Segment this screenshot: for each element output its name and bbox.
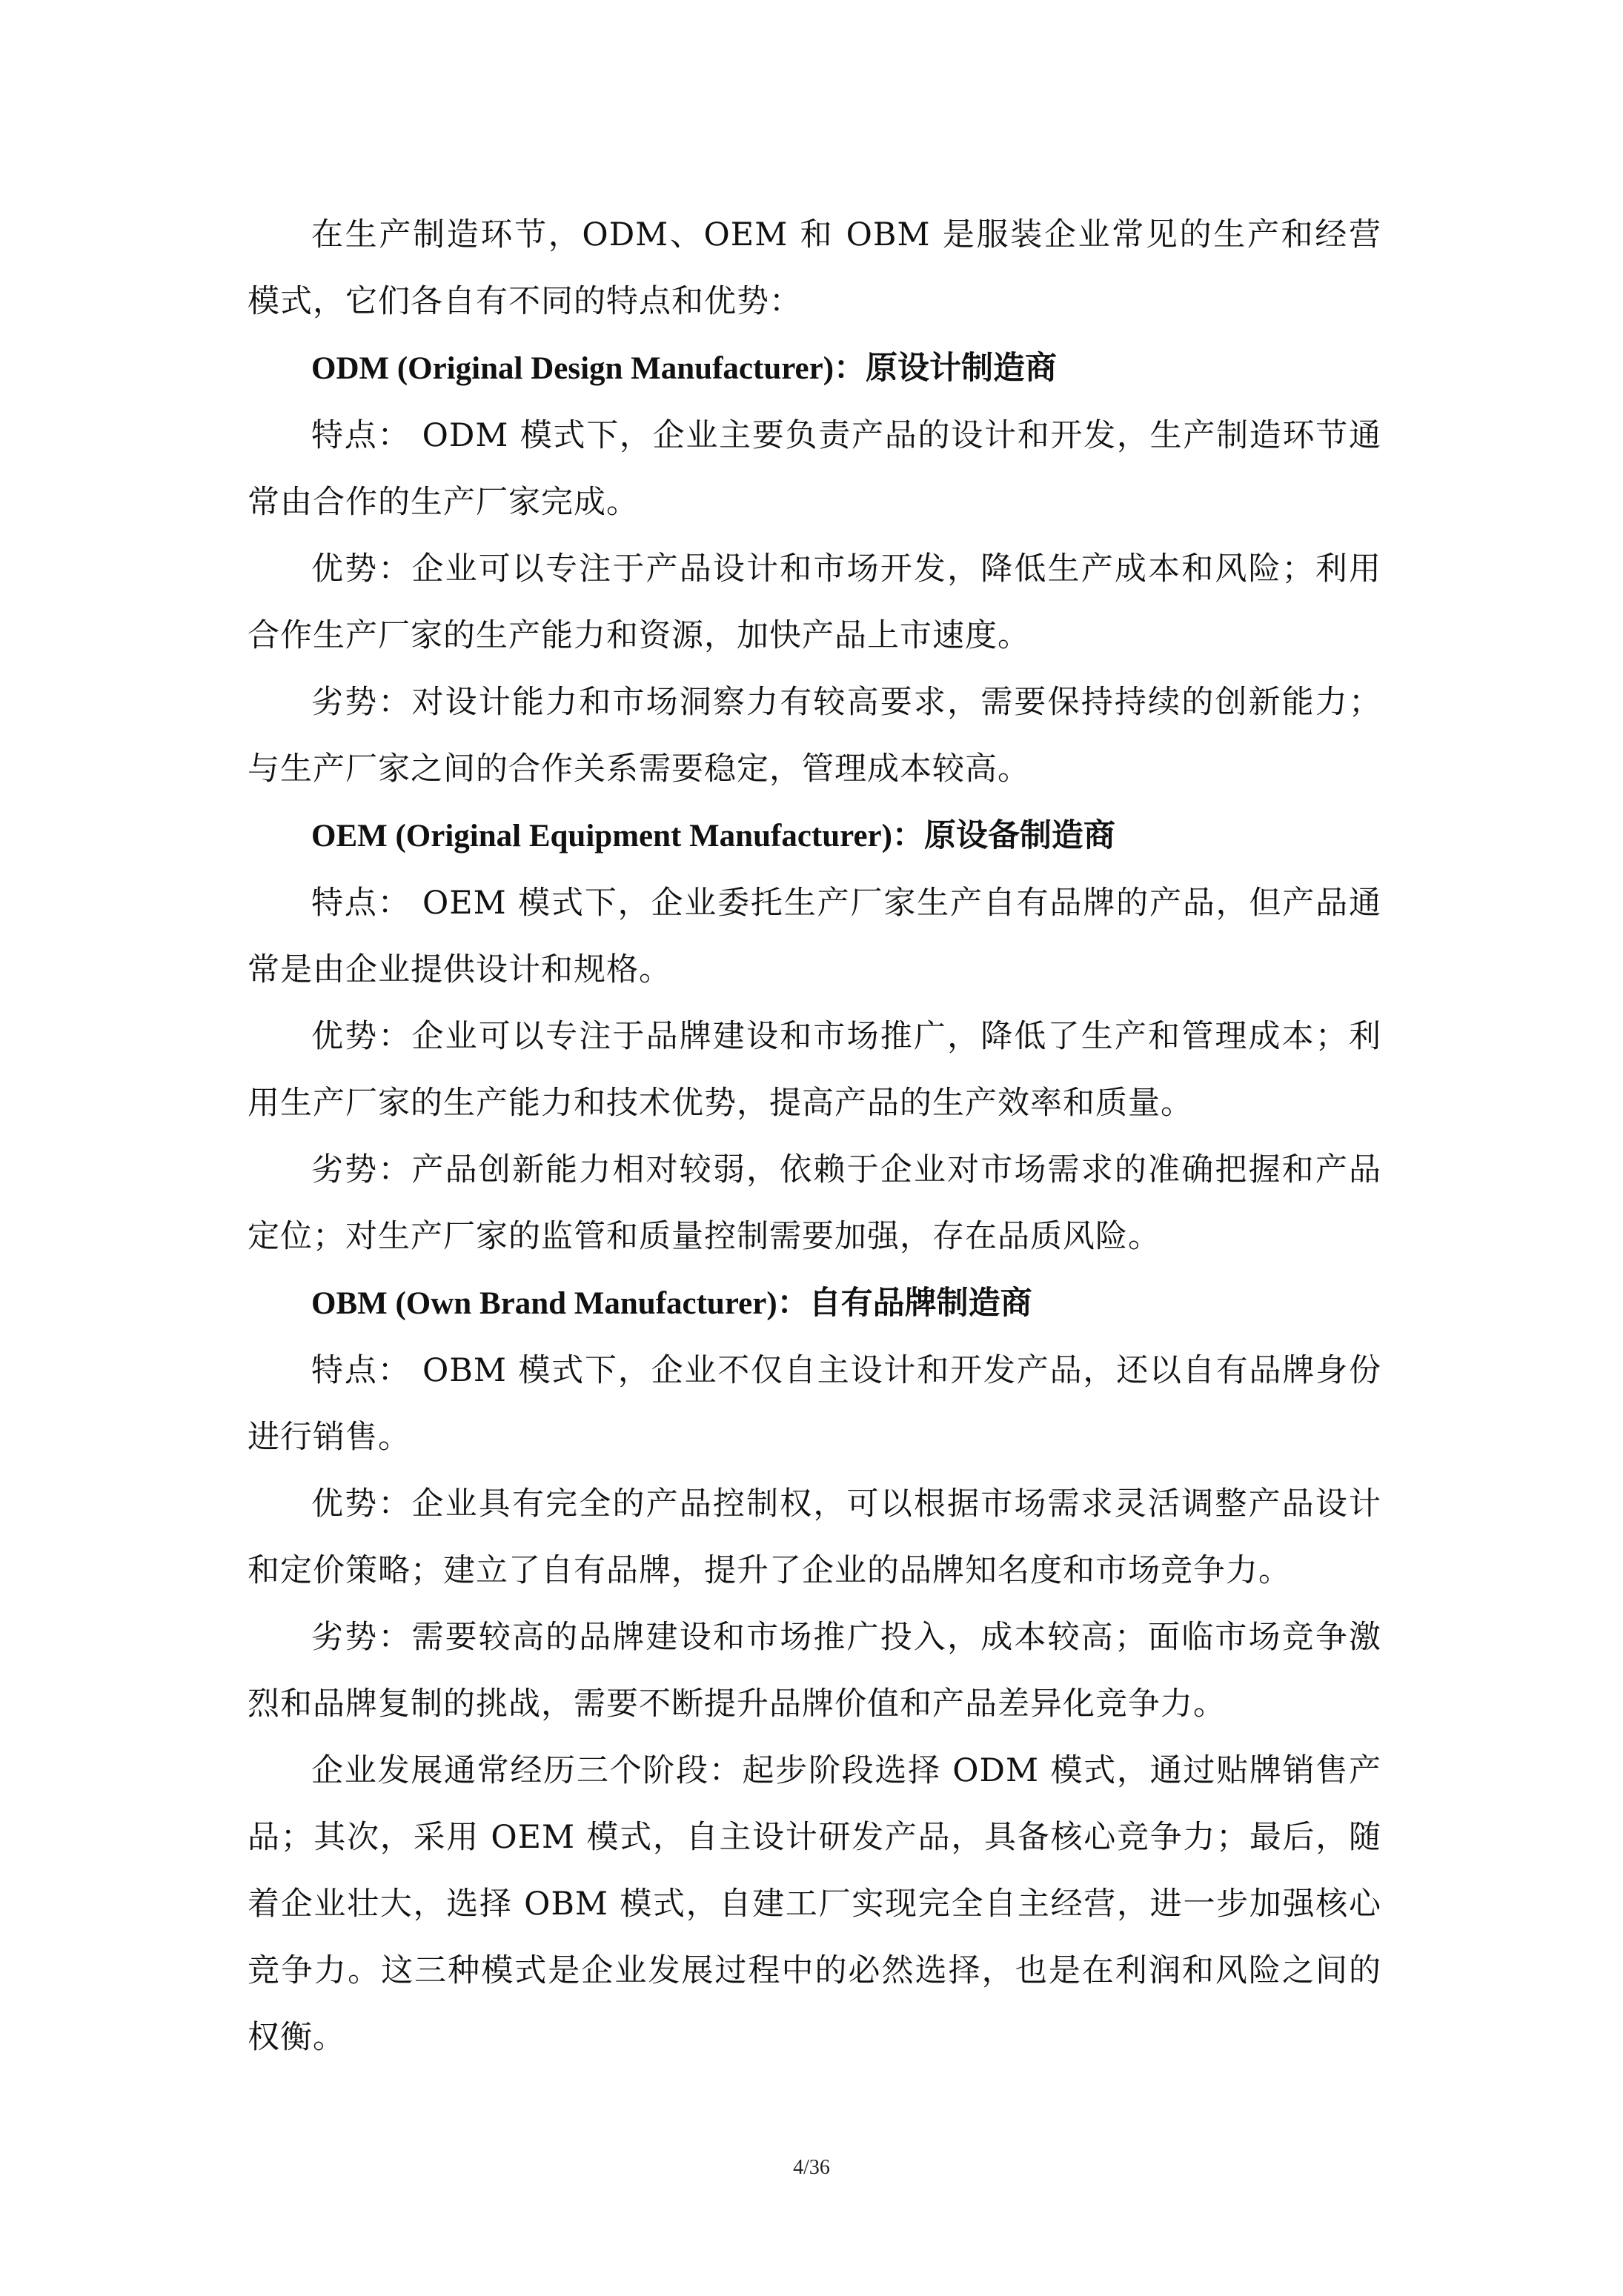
oem-advantages: 优势：企业可以专注于品牌建设和市场推广，降低了生产和管理成本；利用生产厂家的生产能力和技术优势，提高产品的生产效率和质量。 [248,1018,1381,1122]
intro-paragraph: 在生产制造环节，ODM、OEM 和 OBM 是服装企业常见的生产和经营模式，它们各自有不同的特点和优势： [248,216,1381,320]
conclusion-paragraph: 企业发展通常经历三个阶段：起步阶段选择 ODM 模式，通过贴牌销售产品；其次，采用 OEM 模式，自主设计研发产品，具备核心竞争力；最后，随着企业壮大，选择 OBM 模式，自建工厂实现完全自主经营，进一步加强核心竞争力。这三种模式是企业发展过程中的必然选择，也是在利润和风险之间的权衡。 [248,1752,1381,2056]
odm-heading-cn: 原设计制造商 [866,350,1058,387]
oem-heading-en: OEM (Original Equipment Manufacturer)： [311,819,924,853]
oem-heading-cn: 原设备制造商 [923,817,1115,854]
obm-features: 特点： OBM 模式下，企业不仅自主设计和开发产品，还以自有品牌身份进行销售。 [248,1352,1381,1456]
obm-disadvantages: 劣势：需要较高的品牌建设和市场推广投入，成本较高；面临市场竞争激烈和品牌复制的挑战，需要不断提升品牌价值和产品差异化竞争力。 [248,1619,1381,1723]
obm-advantages: 优势：企业具有完全的产品控制权，可以根据市场需求灵活调整产品设计和定价策略；建立了自有品牌，提升了企业的品牌知名度和市场竞争力。 [248,1485,1381,1589]
odm-heading [248,335,1381,402]
oem-heading [248,802,1381,870]
document-page [248,202,1381,2071]
odm-heading-en: ODM (Original Design Manufacturer)： [311,351,866,386]
odm-advantages: 优势：企业可以专注于产品设计和市场开发，降低生产成本和风险；利用合作生产厂家的生产能力和资源，加快产品上市速度。 [248,550,1381,654]
odm-disadvantages: 劣势：对设计能力和市场洞察力有较高要求，需要保持持续的创新能力；与生产厂家之间的合作关系需要稳定，管理成本较高。 [248,684,1381,788]
oem-features: 特点： OEM 模式下，企业委托生产厂家生产自有品牌的产品，但产品通常是由企业提供设计和规格。 [248,885,1381,988]
obm-heading-cn: 自有品牌制造商 [809,1285,1032,1322]
obm-heading-en: OBM (Own Brand Manufacturer)： [311,1286,809,1321]
oem-disadvantages: 劣势：产品创新能力相对较弱，依赖于企业对市场需求的准确把握和产品定位；对生产厂家的监管和质量控制需要加强，存在品质风险。 [248,1151,1381,1255]
page-number: 4/36 [793,2156,830,2179]
obm-heading [248,1270,1381,1337]
odm-features: 特点： ODM 模式下，企业主要负责产品的设计和开发，生产制造环节通常由合作的生产厂家完成。 [248,417,1381,521]
